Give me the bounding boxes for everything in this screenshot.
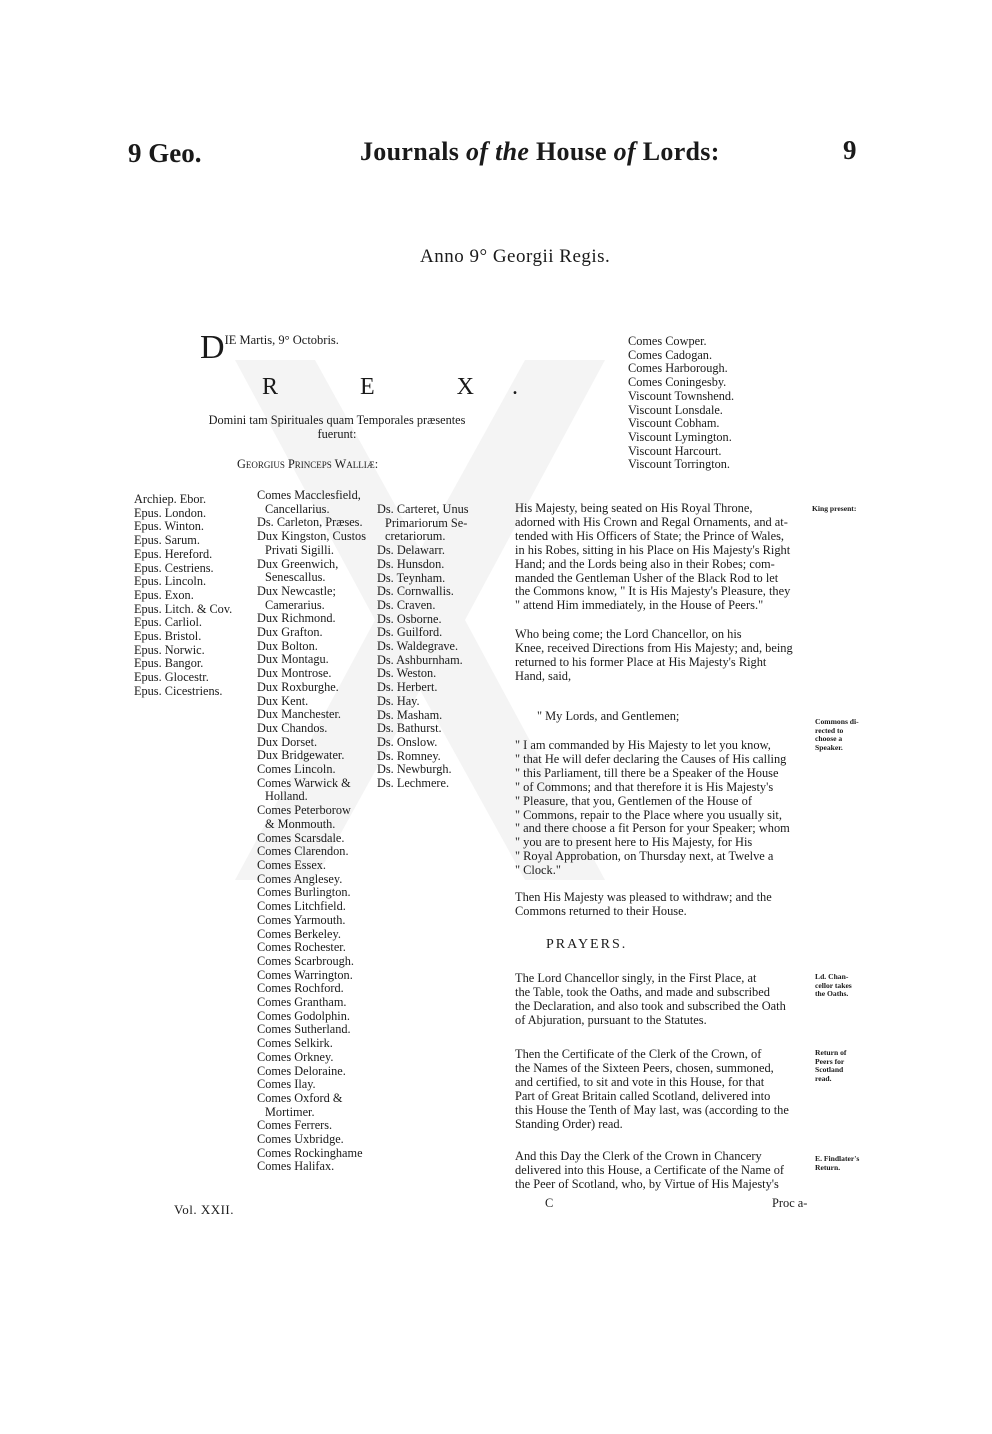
list-item: Viscount Harcourt. — [628, 443, 722, 458]
list-item: Comes Grantham. — [257, 995, 347, 1010]
page-title — [360, 137, 720, 167]
list-item: Ds. Bathurst. — [377, 721, 442, 736]
list-item: Primariorum Se- — [385, 515, 468, 530]
list-item: Ds. Hunsdon. — [377, 556, 445, 571]
list-item: Ds. Delawarr. — [377, 543, 445, 558]
text-line: " Royal Approbation, on Thursday next, at Twelve a — [515, 849, 774, 864]
list-item: Comes Anglesey. — [257, 871, 343, 886]
text-line: " Clock." — [515, 863, 561, 878]
text-line: Standing Order) read. — [515, 1116, 623, 1131]
list-temporal-dukes-earls — [257, 489, 366, 1174]
text-line: And this Day the Clerk of the Crown in Chancery — [515, 1149, 762, 1163]
margin-line: King present: — [812, 504, 857, 513]
para-throne — [515, 502, 810, 613]
title-part: Journals — [360, 137, 460, 166]
margin-line: Ld. Chan- — [815, 972, 849, 981]
margin-line: rected to — [815, 725, 844, 735]
margin-line: cellor takes — [815, 980, 852, 990]
list-item: Viscount Lymington. — [628, 429, 732, 444]
list-item: Comes Scarbrough. — [257, 953, 354, 968]
list-item: cretariorum. — [385, 529, 446, 544]
list-item: Dux Bridgewater. — [257, 748, 345, 763]
list-item: Comes Uxbridge. — [257, 1132, 344, 1147]
list-item: Epus. Winton. — [134, 519, 204, 534]
text-line: Hand; and the Lords being also in their Robes; com- — [515, 556, 775, 571]
list-item: Comes Sutherland. — [257, 1022, 351, 1037]
list-item: Ds. Carleton, Præses. — [257, 515, 363, 530]
title-part: of the — [466, 137, 530, 166]
margin-line: Return of — [815, 1048, 847, 1057]
list-item: Comes Oxford & — [257, 1090, 343, 1105]
title-part: Lords: — [642, 137, 720, 166]
domini-text: fuerunt: — [317, 426, 357, 441]
para-clerk — [515, 1150, 810, 1192]
title-part: House — [536, 137, 607, 166]
list-item: Comes Warwick & — [257, 775, 351, 790]
list-item: Epus. London. — [134, 505, 207, 520]
list-item: Ds. Romney. — [377, 748, 441, 763]
list-item: Epus. Litch. & Cov. — [134, 601, 233, 616]
margin-note-chancellor — [815, 973, 852, 999]
list-item: Comes Berkeley. — [257, 926, 341, 941]
list-item: Epus. Sarum. — [134, 533, 200, 548]
list-item: Dux Chandos. — [257, 720, 328, 735]
catchword-signature: C — [545, 1196, 554, 1210]
list-item: Comes Cadogan. — [628, 347, 713, 362]
list-item: Ds. Newburgh. — [377, 762, 452, 777]
list-item: Dux Grafton. — [257, 625, 323, 640]
list-item: Comes Rockinghame — [257, 1145, 363, 1160]
text-line: " and there choose a fit Person for your Speaker; whom — [515, 821, 790, 836]
list-item: Dux Richmond. — [257, 611, 336, 626]
list-item: Privati Sigilli. — [265, 542, 335, 557]
list-item: Comes Ferrers. — [257, 1118, 333, 1133]
list-item: Ds. Osborne. — [377, 611, 442, 626]
para-withdraw — [515, 891, 810, 919]
list-barons — [377, 503, 469, 791]
list-item: Epus. Carliol. — [134, 615, 202, 630]
text-line: in his Robes, sitting in his Place on His Majesty's Right — [515, 542, 791, 557]
list-item: Ds. Carteret, Unus — [377, 502, 469, 516]
list-item: Dux Dorset. — [257, 734, 318, 749]
text-line: the Names of the Sixteen Peers, chosen, summoned, — [515, 1060, 774, 1075]
list-item: Viscount Torrington. — [628, 457, 731, 472]
domini-text: Domini tam Spirituales quam Temporales præsentes — [208, 413, 466, 427]
list-item: Dux Manchester. — [257, 707, 342, 722]
list-item: Comes Ilay. — [257, 1077, 316, 1092]
text-line: Who being come; the Lord Chancellor, on his — [515, 627, 742, 641]
text-line: His Majesty, being seated on His Royal Throne, — [515, 501, 753, 515]
text-line: " attend Him immediately, in the House of Peers." — [515, 598, 764, 613]
para-chancellor — [515, 628, 810, 684]
list-item: Dux Bolton. — [257, 638, 318, 653]
margin-line: choose a — [815, 734, 843, 744]
list-item: Dux Newcastle; — [257, 583, 336, 598]
margin-line: Speaker. — [815, 742, 843, 752]
text-line: the Commons know, " It is His Majesty's Pleasure, they — [515, 584, 791, 599]
margin-note-commons — [815, 718, 859, 752]
margin-note-return — [815, 1049, 846, 1083]
list-item: Comes Orkney. — [257, 1049, 334, 1064]
list-item: Epus. Hereford. — [134, 546, 213, 561]
list-item: Ds. Masham. — [377, 707, 443, 722]
text-line: returned to his former Place at His Majesty's Right — [515, 654, 767, 669]
list-item: Epus. Cicestriens. — [134, 683, 223, 698]
list-item: Ds. Onslow. — [377, 734, 438, 749]
text-line: adorned with His Crown and Regal Ornaments, and at- — [515, 514, 788, 529]
text-line: tended with His Officers of State; the Prince of Wales, — [515, 528, 785, 543]
list-item: Comes Deloraine. — [257, 1063, 346, 1078]
list-item: Ds. Lechmere. — [377, 776, 450, 791]
list-item: Comes Macclesfield, — [257, 488, 361, 502]
list-item: Epus. Bangor. — [134, 656, 204, 671]
list-item: Comes Rochford. — [257, 981, 344, 996]
para-oaths — [515, 972, 810, 1028]
list-item: Dux Roxburghe. — [257, 679, 339, 694]
text-line: Then His Majesty was pleased to withdraw; and the — [515, 890, 772, 904]
list-item: Comes Warrington. — [257, 967, 353, 982]
list-item: Ds. Waldegrave. — [377, 639, 459, 654]
list-item: Comes Essex. — [257, 857, 326, 872]
text-line: " that He will defer declaring the Causes of His calling — [515, 751, 787, 766]
list-item: Comes Litchfield. — [257, 899, 346, 914]
text-line: the Table, took the Oaths, and made and subscribed — [515, 984, 770, 999]
year-heading: Anno 9° Georgii Regis. — [420, 246, 611, 267]
text-line: the Peer of Scotland, who, by Virtue of His Majesty's — [515, 1176, 779, 1191]
list-item: Comes Scarsdale. — [257, 830, 345, 845]
list-item: Comes Coningesby. — [628, 375, 727, 390]
list-item: Comes Godolphin. — [257, 1008, 350, 1023]
catchword: Proc a- — [772, 1196, 808, 1210]
text-line: " Pleasure, that you, Gentlemen of the House of — [515, 793, 752, 808]
list-item: Viscount Lonsdale. — [628, 402, 723, 417]
list-item: & Monmouth. — [265, 816, 336, 831]
georgius-line: Georgius Princeps Walliæ: — [237, 457, 379, 471]
margin-line: the Oaths. — [815, 989, 849, 999]
text-line: delivered into this House, a Certificate of the Name of — [515, 1162, 785, 1177]
list-item: Comes Rochester. — [257, 940, 346, 955]
list-item: Comes Cowper. — [628, 334, 707, 348]
list-item: Ds. Weston. — [377, 666, 437, 681]
text-line: " this Parliament, till there be a Speaker of the House — [515, 765, 779, 780]
list-item: Epus. Exon. — [134, 587, 194, 602]
list-item: Epus. Glocestr. — [134, 670, 209, 685]
list-item: Epus. Norwic. — [134, 642, 205, 657]
margin-line: Peers for — [815, 1056, 845, 1066]
text-line: Commons returned to their House. — [515, 903, 687, 918]
margin-note-findlater — [815, 1155, 859, 1172]
list-spiritual — [134, 493, 232, 699]
list-item: Comes Selkirk. — [257, 1036, 333, 1051]
text-line: " of Commons; and that therefore it is His Majesty's — [515, 779, 774, 794]
list-item: Comes Halifax. — [257, 1159, 335, 1174]
text-line: " I am commanded by His Majesty to let you know, — [515, 738, 771, 752]
list-item: Senescallus. — [265, 570, 326, 585]
list-item: Dux Kingston, Custos — [257, 529, 366, 544]
margin-line: Scotland — [815, 1065, 844, 1075]
speech — [515, 739, 810, 878]
list-item: Comes Lincoln. — [257, 762, 336, 777]
list-item: Epus. Lincoln. — [134, 574, 207, 589]
margin-line: E. Findlater's — [815, 1154, 860, 1163]
text-line: this House the Tenth of May last, was (according to the — [515, 1102, 789, 1117]
list-item: Comes Peterborow — [257, 803, 351, 818]
text-line: manded the Gentleman Usher of the Black Rod to let — [515, 570, 779, 585]
list-item: Ds. Teynham. — [377, 570, 446, 585]
margin-line: read. — [815, 1073, 832, 1083]
list-earls-viscounts — [628, 335, 734, 472]
list-item: Dux Montrose. — [257, 666, 332, 681]
text-line: " Commons, repair to the Place where you usually sit, — [515, 807, 782, 822]
text-line: Knee, received Directions from His Majesty; and, being — [515, 640, 793, 655]
text-line: Then the Certificate of the Clerk of the Crown, of — [515, 1047, 762, 1061]
text-line: the Declaration, and also took and subscribed the Oath — [515, 998, 786, 1013]
text-line: of Abjuration, pursuant to the Statutes. — [515, 1012, 707, 1027]
list-item: Ds. Herbert. — [377, 680, 438, 695]
prayers-heading: PRAYERS. — [546, 937, 628, 952]
list-item: Comes Yarmouth. — [257, 912, 346, 927]
text-line: " you are to present here to His Majesty, for His — [515, 835, 753, 850]
list-item: Ds. Cornwallis. — [377, 584, 454, 599]
list-item: Viscount Cobham. — [628, 416, 720, 431]
date-line — [200, 329, 339, 366]
drop-cap: D — [200, 329, 225, 366]
list-item: Dux Greenwich, — [257, 556, 339, 571]
list-item: Ds. Hay. — [377, 693, 420, 708]
rex-heading: R E X. — [262, 374, 556, 400]
margin-line: Return. — [815, 1162, 841, 1172]
page-number: 9 — [843, 135, 857, 165]
text-line: and certified, to sit and vote in this House, for that — [515, 1074, 765, 1089]
margin-note-king — [812, 505, 856, 514]
list-item: Comes Clarendon. — [257, 844, 349, 859]
list-item: Mortimer. — [265, 1104, 315, 1119]
salutation: " My Lords, and Gentlemen; — [537, 709, 680, 723]
list-item: Epus. Cestriens. — [134, 560, 214, 575]
list-item: Comes Burlington. — [257, 885, 351, 900]
text-line: Hand, said, — [515, 668, 572, 683]
list-item: Dux Kent. — [257, 693, 309, 708]
list-item: Archiep. Ebor. — [134, 492, 207, 506]
list-item: Dux Montagu. — [257, 652, 329, 667]
title-part: of — [613, 137, 636, 166]
list-item: Cancellarius. — [265, 501, 330, 516]
list-item: Holland. — [265, 789, 308, 804]
volume-mark: Vol. XXII. — [174, 1202, 235, 1217]
list-item: Viscount Townshend. — [628, 388, 735, 403]
text-line: Part of Great Britain called Scotland, delivered into — [515, 1088, 771, 1103]
para-certificate — [515, 1048, 810, 1131]
list-item: Epus. Bristol. — [134, 629, 202, 644]
list-item: Ds. Craven. — [377, 597, 436, 612]
date-text: IE Martis, 9° Octobris. — [224, 333, 339, 347]
list-item: Ds. Ashburnham. — [377, 652, 463, 667]
margin-line: Commons di- — [815, 717, 859, 726]
domini-line — [200, 414, 474, 441]
page-running-head-left: 9 Geo. — [128, 138, 202, 168]
list-item: Camerarius. — [265, 597, 325, 612]
text-line: The Lord Chancellor singly, in the First Place, at — [515, 971, 757, 985]
list-item: Ds. Guilford. — [377, 625, 443, 640]
list-item: Comes Harborough. — [628, 361, 728, 376]
